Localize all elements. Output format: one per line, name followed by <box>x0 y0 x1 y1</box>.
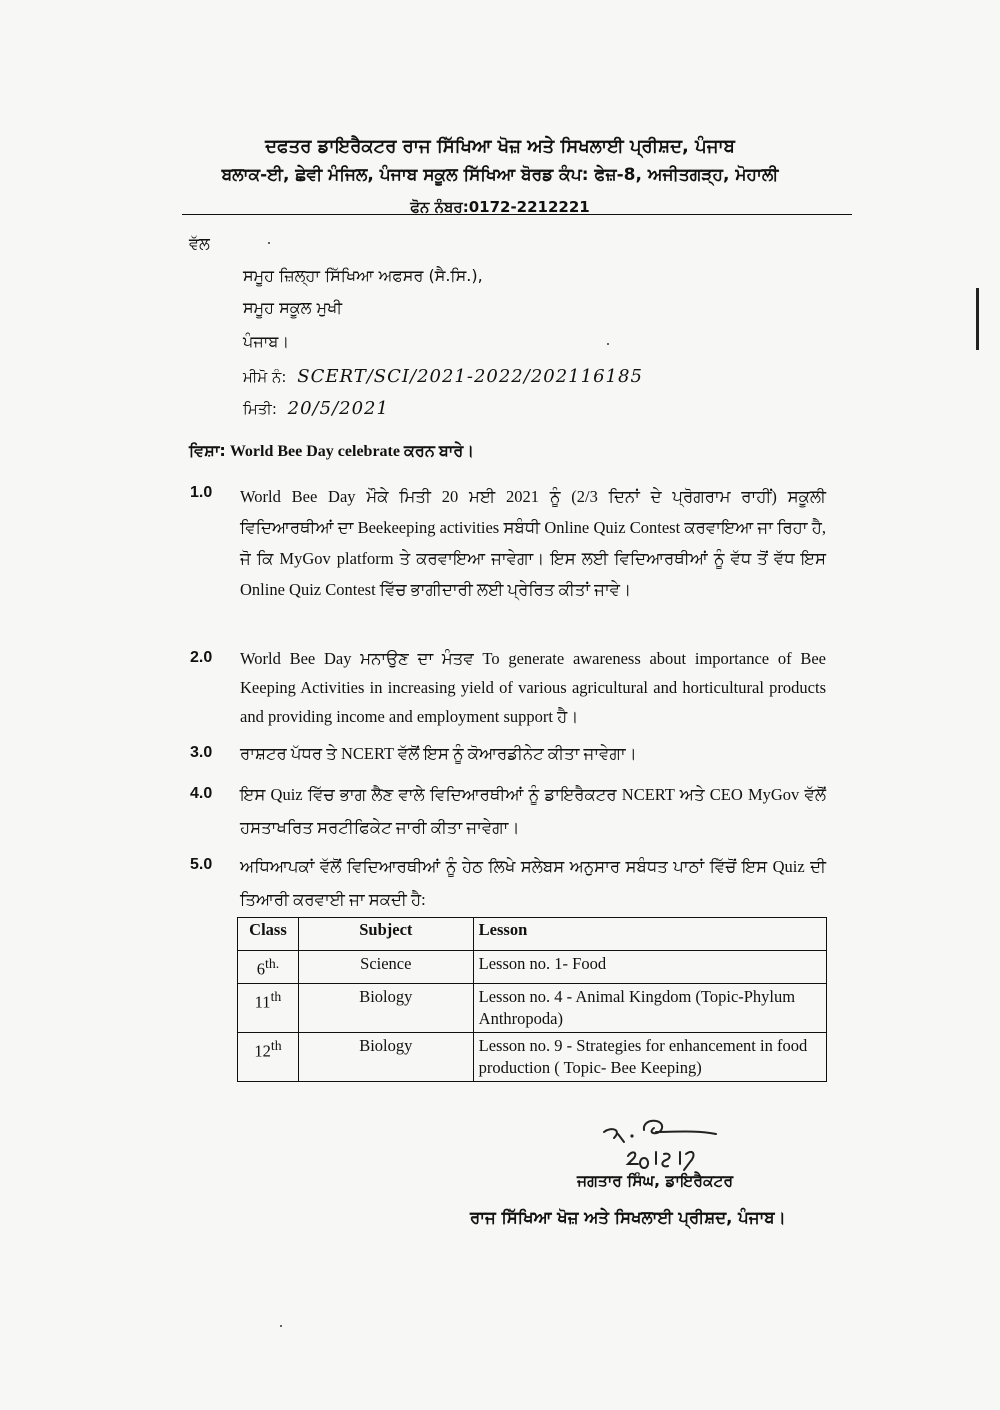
paragraph-text: World Bee Day ਮੌਕੇ ਮਿਤੀ 20 ਮਈ 2021 ਨੂੰ (2/3 ਦਿਨਾਂ ਦੇ ਪ੍ਰੋਗਰਾਮ ਰਾਹੀਂ) ਸਕੂਲੀ ਵਿਦਿਆਰਥੀਆਂ ਦਾ Beekeeping activities ਸਬੰਧੀ Online Quiz Contest ਕਰਵਾਇਆ ਜਾ ਰਿਹਾ ਹੈ, ਜੋ ਕਿ MyGov platform ਤੇ ਕਰਵਾਇਆ ਜਾਵੇਗਾ। ਇਸ ਲਈ ਵਿਦਿਆਰਥੀਆਂ ਨੂੰ ਵੱਧ ਤੋਂ ਵੱਧ ਇਸ Online Quiz Contest ਵਿੱਚ ਭਾਗੀਦਾਰੀ ਲਈ ਪ੍ਰੇਰਿਤ ਕੀਤਾਂ ਜਾਵੇ। <box>240 487 826 599</box>
cell-lesson: Lesson no. 9 - Strategies for enhancement in food production ( Topic- Bee Keeping) <box>473 1032 826 1081</box>
scan-speck <box>268 242 270 244</box>
cell-lesson: Lesson no. 4 - Animal Kingdom (Topic-Phylum Anthropoda) <box>473 983 826 1032</box>
subject-line <box>189 441 474 461</box>
header-phone: ਫੋਨ ਨੰਬਰ:0172-2212221 <box>410 198 590 216</box>
paragraph-text: ਰਾਸ਼ਟਰ ਪੱਧਰ ਤੇ NCERT ਵੱਲੋਂ ਇਸ ਨੂੰ ਕੋਆਰਡੀਨੇਟ ਕੀਤਾ ਜਾਵੇਗਾ। <box>240 744 637 763</box>
memo-number-handwritten: SCERT/SCI/2021-2022/202116185 <box>297 366 643 387</box>
class-number: 12 <box>254 1041 271 1060</box>
table-row <box>238 951 827 984</box>
header-class: Class <box>238 918 299 951</box>
class-suffix: th <box>270 988 282 1004</box>
paragraph-number: 1.0 <box>190 484 213 501</box>
cell-subject: Science <box>298 951 473 984</box>
paragraph-text: ਅਧਿਆਪਕਾਂ ਵੱਲੋਂ ਵਿਦਿਆਰਥੀਆਂ ਨੂੰ ਹੇਠ ਲਿਖੇ ਸਲੇਬਸ ਅਨੁਸਾਰ ਸਬੰਧਤ ਪਾਠਾਂ ਵਿੱਚੋਂ ਇਸ Quiz ਦੀ ਤਿਆਰੀ ਕਰਵਾਈ ਜਾ ਸਕਦੀ ਹੈ: <box>240 857 826 909</box>
cell-class <box>238 951 299 984</box>
header-office: ਦਫਤਰ ਡਾਇਰੈਕਟਰ ਰਾਜ ਸਿੱਖਿਆ ਖੋਜ਼ ਅਤੇ ਸਿਖਲਾਈ ਪ੍ਰੀਸ਼ਦ, ਪੰਜਾਬ <box>265 136 735 157</box>
class-number: 6 <box>256 959 266 979</box>
date-line <box>243 398 389 419</box>
table-header-row <box>238 918 827 951</box>
subject-text: World Bee Day celebrate ਕਰਨ ਬਾਰੇ। <box>229 443 475 460</box>
paragraph-number: 3.0 <box>190 744 213 761</box>
header-rule <box>182 214 852 215</box>
paragraph-number: 2.0 <box>190 649 213 666</box>
header-subject: Subject <box>298 918 473 951</box>
scan-speck <box>280 1325 282 1327</box>
recipient-line-2: ਸਮੂਹ ਸਕੂਲ ਮੁਖੀ <box>243 298 343 317</box>
scan-edge-mark <box>976 288 979 350</box>
cell-class <box>238 1032 299 1081</box>
date-handwritten: 20/5/2021 <box>287 398 389 419</box>
date-label: ਮਿਤੀ: <box>243 400 277 418</box>
paragraph-number: 5.0 <box>190 856 213 873</box>
header-lesson: Lesson <box>473 918 826 951</box>
scan-speck <box>607 343 609 345</box>
recipient-line-3: ਪੰਜਾਬ। <box>243 332 290 351</box>
table-row <box>238 1032 827 1081</box>
table-row <box>238 983 827 1032</box>
to-label: ਵੱਲ <box>189 234 210 253</box>
recipient-line-1: ਸਮੂਹ ਜ਼ਿਲ੍ਹਾ ਸਿੱਖਿਆ ਅਫਸਰ (ਸੈ.ਸਿ.), <box>243 266 483 285</box>
cell-class <box>238 983 299 1032</box>
cell-lesson: Lesson no. 1- Food <box>473 951 826 984</box>
class-suffix: th. <box>265 956 280 971</box>
header-address: ਬਲਾਕ-ਈ, ਛੇਵੀ ਮੰਜਿਲ, ਪੰਜਾਬ ਸਕੂਲ ਸਿੱਖਿਆ ਬੋਰਡ ਕੰਪ: ਫੇਜ਼-8, ਅਜੀਤਗੜ੍ਹ, ਮੋਹਾਲੀ <box>221 165 779 185</box>
handwritten-signature <box>600 1116 730 1176</box>
signatory-organization: ਰਾਜ ਸਿੱਖਿਆ ਖੋਜ਼ ਅਤੇ ਸਿਖਲਾਈ ਪ੍ਰੀਸ਼ਦ, ਪੰਜਾਬ। <box>470 1208 786 1227</box>
paragraph-number: 4.0 <box>190 785 213 802</box>
cell-subject: Biology <box>298 983 473 1032</box>
paragraph-text: ਇਸ Quiz ਵਿੱਚ ਭਾਗ ਲੈਣ ਵਾਲੇ ਵਿਦਿਆਰਥੀਆਂ ਨੂੰ ਡਾਇਰੈਕਟਰ NCERT ਅਤੇ CEO MyGov ਵੱਲੋਂ ਹਸਤਾਖਰਿਤ ਸਰਟੀਫਿਕੇਟ ਜਾਰੀ ਕੀਤਾ ਜਾਵੇਗਾ। <box>240 785 826 837</box>
paragraph-text: World Bee Day ਮਨਾਉਣ ਦਾ ਮੰਤਵ To generate awareness about importance of Bee Keeping Activities in increasing yield of various agricultural and horticultural products and providing income and employment support ਹੈ। <box>240 649 826 726</box>
syllabus-table <box>237 917 827 1082</box>
cell-subject: Biology <box>298 1032 473 1081</box>
class-number: 11 <box>254 992 271 1011</box>
memo-line <box>243 366 643 387</box>
class-suffix: th <box>270 1037 282 1053</box>
memo-label: ਮੀਮੋ ਨੰ: <box>243 368 287 386</box>
signatory-name: ਜਗਤਾਰ ਸਿੰਘ, ਡਾਇਰੈਕਟਰ <box>577 1172 734 1190</box>
subject-label: ਵਿਸ਼ਾ: <box>189 441 226 460</box>
